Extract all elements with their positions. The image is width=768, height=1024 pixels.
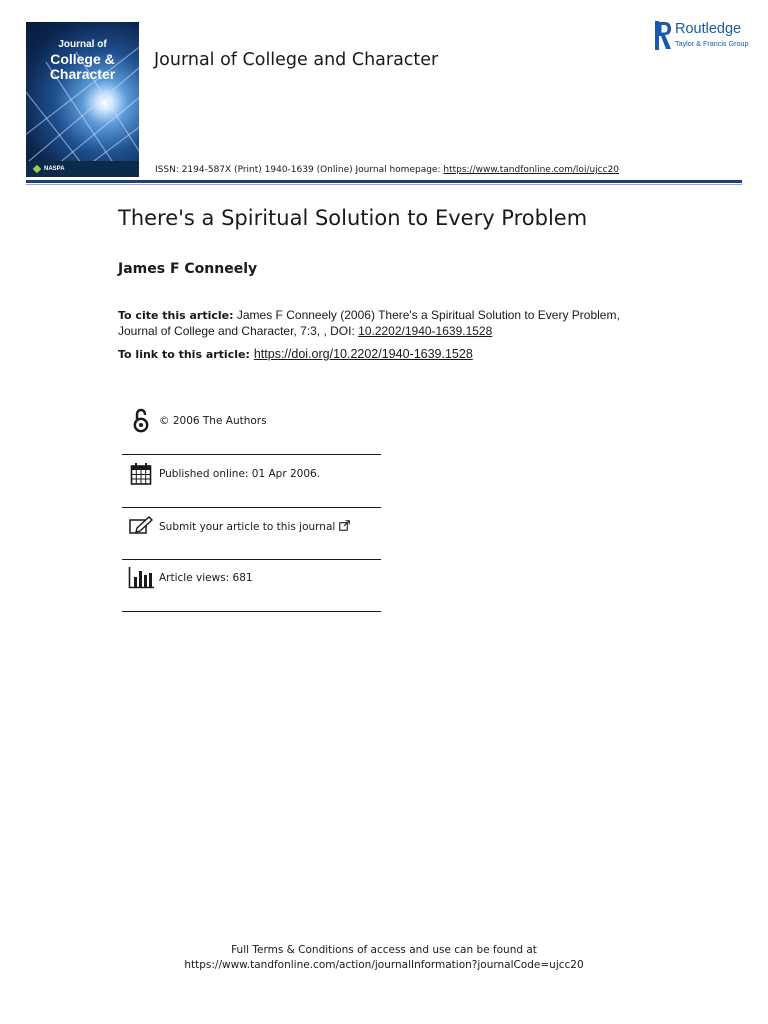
external-link-icon <box>339 520 350 531</box>
cover-title-small: Journal of <box>58 39 107 50</box>
divider <box>122 559 381 560</box>
issn-text: ISSN: 2194-587X (Print) 1940-1639 (Online) Journal homepage: <box>155 165 444 175</box>
open-access-icon <box>122 408 159 434</box>
divider <box>122 611 381 612</box>
article-views-text: Article views: 681 <box>159 572 253 584</box>
header-divider <box>26 180 742 183</box>
citation-block <box>118 308 638 338</box>
cover-logo-text: NASPA <box>44 166 65 172</box>
link-label: To link to this article: <box>118 348 250 361</box>
terms-footer <box>0 943 768 973</box>
article-author: James F Conneely <box>118 261 258 277</box>
cite-label: To cite this article: <box>118 309 234 322</box>
cover-title-line-1: College & <box>50 51 115 67</box>
journal-homepage-link[interactable]: https://www.tandfonline.com/loi/ujcc20 <box>443 165 620 175</box>
copyright-row <box>122 408 381 434</box>
journal-cover-image <box>26 22 139 177</box>
article-link-line <box>118 347 473 361</box>
cover-title <box>26 38 139 82</box>
article-views-row[interactable] <box>122 567 381 589</box>
routledge-logo-icon <box>655 21 672 50</box>
publisher-subtitle: Taylor & Francis Group <box>675 39 749 48</box>
edit-icon <box>122 516 159 536</box>
published-row <box>122 462 381 486</box>
footer-terms-link[interactable]: https://www.tandfonline.com/action/journalInformation?journalCode=ujcc20 <box>184 959 584 971</box>
published-date-text: Published online: 01 Apr 2006. <box>159 468 321 480</box>
cover-title-line-2: Character <box>49 66 116 82</box>
submit-article-text: Submit your article to this journal <box>159 520 336 533</box>
copyright-text: © 2006 The Authors <box>159 415 267 427</box>
calendar-icon <box>122 462 159 486</box>
cite-doi-link[interactable]: 10.2202/1940-1639.1528 <box>358 323 493 338</box>
footer-line-1: Full Terms & Conditions of access and use can be found at <box>231 944 537 956</box>
issn-line <box>155 165 619 175</box>
header-divider-thin <box>26 184 742 185</box>
cite-text: James F Conneely (2006) There's a Spiritual Solution to Every Problem, Journal of College and Character, 7:3, , DOI: <box>118 308 620 338</box>
divider <box>122 507 381 508</box>
publisher-logo[interactable] <box>655 21 747 51</box>
divider <box>122 454 381 455</box>
bar-chart-icon <box>122 567 159 589</box>
naspa-diamond-icon <box>33 165 41 173</box>
article-doi-link[interactable]: https://doi.org/10.2202/1940-1639.1528 <box>253 347 473 361</box>
article-title: There's a Spiritual Solution to Every Problem <box>118 206 588 230</box>
journal-name: Journal of College and Character <box>154 50 439 70</box>
cover-publisher-logo <box>26 161 139 177</box>
submit-article-link[interactable] <box>122 516 381 536</box>
publisher-name: Routledge <box>675 21 742 37</box>
